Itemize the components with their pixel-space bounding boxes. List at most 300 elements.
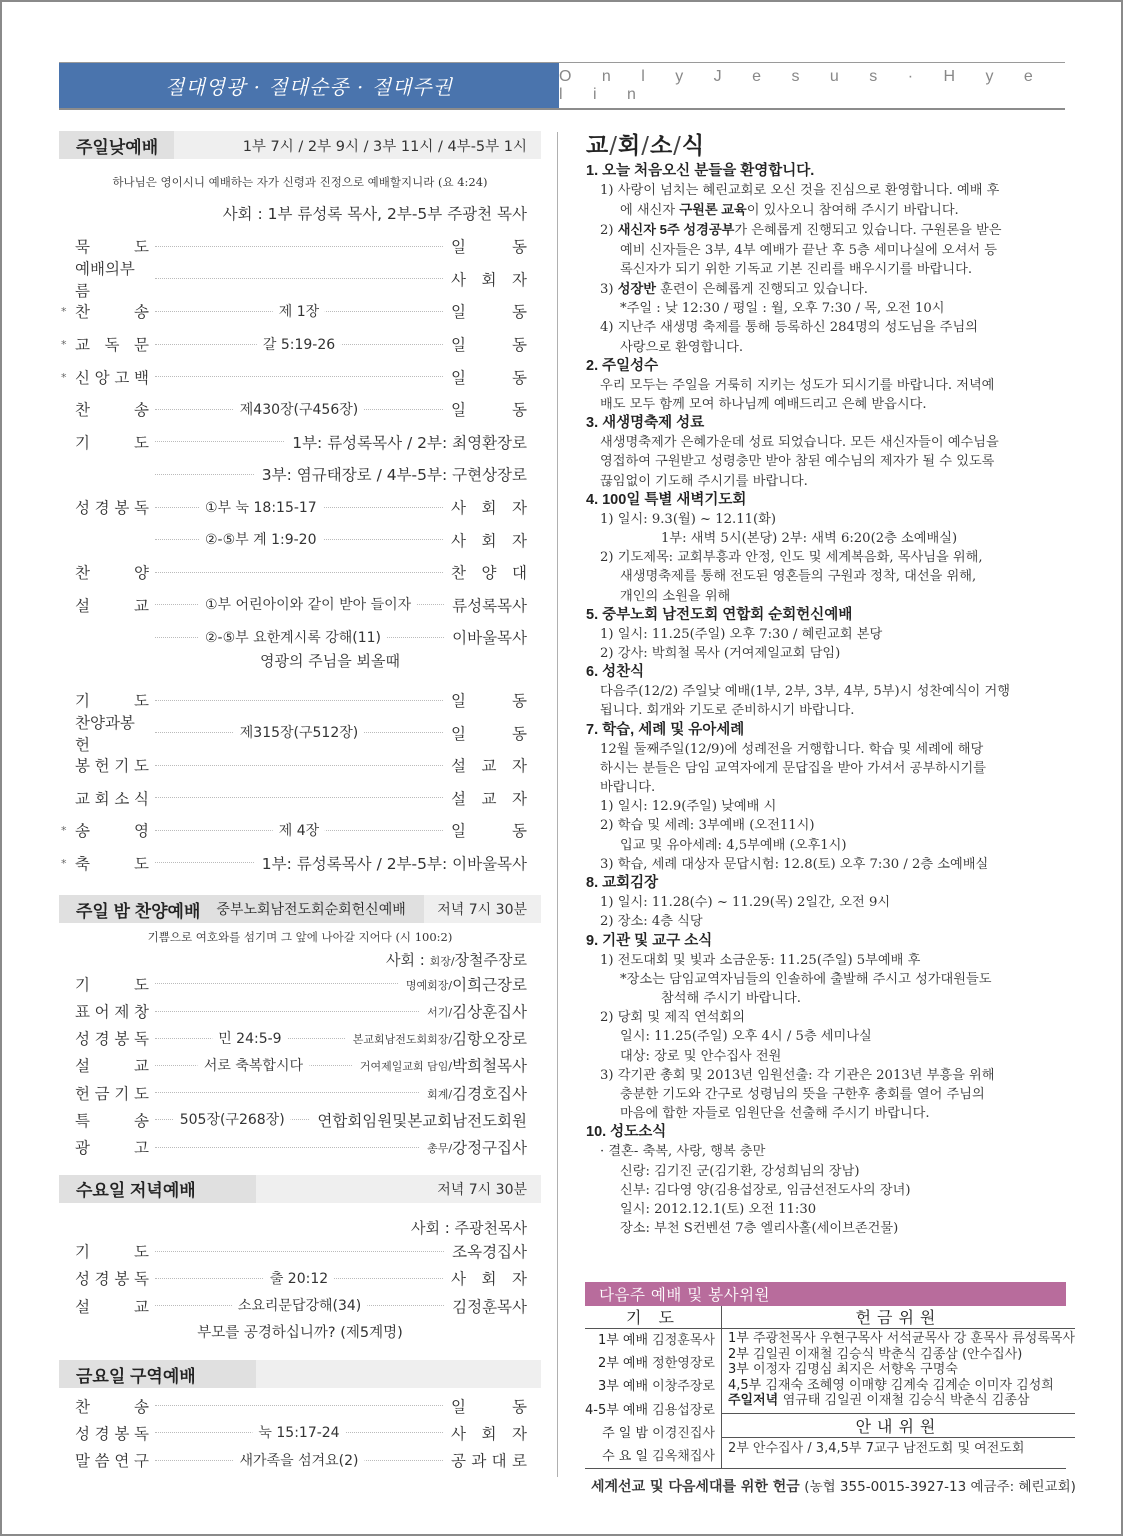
order-row [59, 1133, 541, 1160]
section-subtitle: 중부노회남전도회순회헌신예배 [216, 895, 423, 923]
news-line: 1) 일시: 11.28(수) ~ 11.29(목) 2일간, 오전 9시 [600, 895, 891, 911]
presider-line: 사회 : 1부 류성록 목사, 2부-5부 주광천 목사 [222, 205, 527, 223]
char: 자 [512, 531, 527, 550]
dotted-leader [155, 862, 254, 863]
order-leader [451, 529, 541, 551]
news-title: 교/회/소/식 [586, 133, 706, 159]
char: 봉 [114, 499, 130, 518]
char: 경 [94, 499, 110, 518]
char: 교 [481, 757, 497, 776]
char: 찬 [75, 303, 90, 322]
dotted-leader [155, 572, 443, 573]
news-line: 새생명축제를 통해 전도된 영혼들의 구원과 정착, 대선을 위해, [620, 569, 977, 585]
order-leader [451, 496, 541, 518]
scripture-verse: 기쁨으로 여호와를 섬기며 그 앞에 나아갈 지어다 (시 100:2) [147, 930, 453, 945]
char: 찬 [75, 564, 90, 583]
order-leader [451, 1395, 541, 1417]
order-leader [317, 1109, 541, 1131]
order-label [59, 689, 149, 711]
dotted-leader [155, 629, 444, 646]
news-item [586, 491, 1068, 606]
order-detail: 제430장(구456장) [234, 399, 364, 419]
order-leader [451, 754, 541, 776]
service-time: 저녁 7시 30분 [437, 902, 527, 919]
sunday-morning-header [59, 131, 541, 159]
char: 공 [451, 1452, 466, 1471]
order-leader [406, 973, 541, 995]
news-line: 사랑으로 환영합니다. [620, 339, 744, 355]
news-line: 새생명축제가 은혜가운데 성료 되었습니다. 모든 새신자들이 예수님을 [600, 435, 999, 451]
order-leader: 조옥경집사 [452, 1243, 527, 1262]
order-label [59, 973, 149, 995]
prayer-service: 2부 예배 [597, 1356, 653, 1372]
presider-name: 장철주장로 [454, 951, 527, 970]
news-line: 끊임없이 기도해 주시기를 바랍니다. [600, 473, 808, 489]
order-label [59, 300, 149, 322]
char: 찬 [451, 564, 466, 583]
dotted-leader [155, 1425, 443, 1442]
order-row [59, 1106, 541, 1133]
leader-name: 김상훈집사 [452, 1003, 527, 1022]
news-item [586, 663, 1068, 720]
order-row [59, 621, 541, 654]
dotted-leader [155, 1057, 352, 1074]
order-leader [451, 333, 541, 355]
account-detail: (농협 355-0015-3927-13 예금주: 혜린교회) [804, 1479, 1076, 1496]
char: 도 [134, 975, 149, 994]
order-label: 찬양과봉헌 [75, 713, 135, 754]
volunteer-table [585, 1306, 1075, 1469]
prayer-name: 정한영장로 [652, 1356, 715, 1372]
order-detail: ②-⑤부 요한계시록 강해(11) [199, 627, 387, 647]
dotted-leader [155, 336, 443, 353]
dotted-leader [155, 441, 284, 442]
news-line: 신랑: 김기진 군(김기환, 강성희님의 장남) [620, 1163, 860, 1179]
char: 송 [75, 822, 90, 841]
leader-name: 김경호집사 [452, 1084, 527, 1103]
news-line: 배도 모두 함께 모여 하나님께 예배드리고 은혜 받읍시다. [600, 397, 927, 413]
order-row [59, 589, 541, 622]
order-row [59, 1025, 541, 1052]
char: 일 [451, 1397, 466, 1416]
news-line: *주일 : 낮 12:30 / 평일 : 월, 오후 7:30 / 목, 오전 10시 [620, 301, 945, 317]
order-detail: ①부 눅 18:15-17 [199, 497, 323, 517]
offering-names: 주광천목사 우현구목사 서석균목사 강 훈목사 류성록목사 [752, 1331, 1075, 1346]
order-label [59, 398, 149, 420]
char: 일 [451, 692, 466, 711]
order-leader: 1부: 류성록목사 / 2부: 최영환장로 [292, 433, 527, 452]
order-leader [451, 366, 541, 388]
leader-name: 박희철목사 [452, 1057, 527, 1076]
char: 양 [134, 564, 149, 583]
char: 교 [134, 596, 149, 615]
dotted-leader [155, 765, 443, 766]
order-label [59, 1136, 149, 1158]
char: 기 [75, 692, 90, 711]
char: 독 [134, 1270, 149, 1289]
dotted-leader [155, 797, 443, 798]
news-line: *장소는 담임교역자님들의 인솔하에 출발해 주시고 성가대원들도 [620, 971, 992, 987]
dotted-leader [155, 1030, 345, 1047]
order-leader [451, 300, 541, 322]
news-line: 영접하여 구원받고 성령충만 받아 참된 예수님의 제자가 될 수 있도록 [600, 454, 995, 470]
order-row [59, 847, 541, 880]
order-row [59, 458, 541, 491]
prayer-service: 주 일 밤 [602, 1425, 653, 1441]
order-detail: 제 4장 [273, 820, 325, 840]
order-row [59, 814, 541, 847]
char: 사 [451, 1424, 466, 1443]
dotted-leader [155, 1270, 443, 1287]
asterisk-icon: * [61, 824, 67, 838]
char: 과 [471, 1452, 487, 1471]
order-row [59, 749, 541, 782]
char: 앙 [94, 368, 110, 387]
news-line: 장소: 부천 S컨벤션 7층 엘리사홀(세이브존건물) [620, 1221, 899, 1237]
order-detail: ②-⑤부 계 1:9-20 [199, 529, 323, 549]
order-detail: 눅 15:17-24 [252, 1422, 345, 1442]
order-leader [451, 235, 541, 257]
char: 영 [134, 822, 149, 841]
prayer-service: 4-5부 예배 [585, 1402, 653, 1418]
news-item-heading: 10. 성도소식 [586, 1124, 667, 1141]
order-label [59, 1295, 149, 1317]
news-line: 1) 일시: 12.9(주일) 낮예배 시 [600, 799, 777, 815]
order-label [59, 1027, 149, 1049]
order-leader [360, 1054, 541, 1076]
order-leader: 1부: 류성록목사 / 2부-5부: 이바울목사 [261, 854, 527, 873]
order-row [59, 970, 541, 997]
char: 경 [94, 1270, 110, 1289]
char: 송 [134, 1111, 149, 1130]
char: 동 [512, 1397, 527, 1416]
char: 동 [512, 336, 527, 355]
order-label [59, 431, 149, 453]
prayer-column [585, 1306, 722, 1468]
account-label: 세계선교 및 다음세대를 위한 헌금 [591, 1479, 800, 1496]
order-leader: 류성록목사 [452, 596, 527, 615]
order-leader [451, 398, 541, 420]
order-leader [451, 689, 541, 711]
dotted-leader [155, 499, 443, 516]
order-label [59, 594, 149, 616]
prayer-name: 김용섭장로 [652, 1402, 715, 1418]
char: 회 [481, 270, 497, 289]
news-item-heading: 8. 교회김장 [586, 875, 659, 892]
char: 일 [451, 368, 466, 387]
usher-header: 안내위원 [722, 1413, 1075, 1438]
news-line: 충분한 기도와 간구로 성령님의 뜻을 구한후 총회를 열어 주님의 [620, 1086, 985, 1102]
char: 설 [451, 789, 466, 808]
dotted-leader [155, 700, 443, 701]
order-row [59, 491, 541, 524]
char: 설 [75, 1057, 90, 1076]
char: 경 [94, 1030, 110, 1049]
next-week-title: 다음주 예배 및 봉사위원 [585, 1282, 1066, 1306]
section-title: 수요일 저녁예배 [59, 1175, 256, 1203]
char: 동 [512, 238, 527, 257]
order-row [59, 426, 541, 459]
char: 송 [134, 303, 149, 322]
dotted-leader [155, 474, 254, 475]
dotted-leader [155, 1092, 419, 1093]
dotted-leader [155, 376, 443, 377]
order-detail: 제 1장 [273, 301, 325, 321]
order-row [59, 1392, 541, 1419]
order-row [59, 1079, 541, 1106]
news-line: 일시: 11.25(주일) 오후 4시 / 5층 세미나실 [620, 1029, 872, 1045]
order-label: 예배의부름 [75, 259, 135, 300]
order-label [59, 754, 149, 776]
presider-label: 사회 : [385, 951, 425, 970]
char: 도 [134, 433, 149, 452]
order-label [59, 819, 149, 841]
news-line: 1) 일시: 9.3(월) ~ 12.11(화) [600, 511, 777, 527]
prayer-row [585, 1375, 721, 1398]
offering-service: 주일저녁 [727, 1393, 783, 1408]
dotted-leader [155, 1452, 443, 1469]
order-label [59, 366, 149, 388]
dotted-leader [155, 401, 443, 418]
order-leader [427, 1082, 541, 1104]
news-line: 됩니다. 회개와 기도로 준비하시기 바랍니다. [600, 703, 855, 719]
char: 자 [512, 757, 527, 776]
service-times: 1부 7시 / 2부 9시 / 3부 11시 / 4부-5부 1시 [242, 138, 527, 155]
leader-name: 연합회임원및본교회남전도회원 [317, 1111, 527, 1130]
prayer-header: 기 도 [585, 1306, 721, 1329]
offering-header: 헌금위원 [722, 1306, 1075, 1329]
order-leader [427, 1000, 541, 1022]
char: 설 [451, 757, 466, 776]
offering-service: 2부 [727, 1346, 753, 1362]
char: 설 [75, 596, 90, 615]
char: 교 [481, 789, 497, 808]
news-line: 1부: 새벽 5시(본당) 2부: 새벽 6:20(2층 소예배실) [661, 531, 958, 547]
char: 말 [75, 1452, 90, 1471]
char: 찬 [75, 1397, 90, 1416]
char: 독 [134, 1424, 149, 1443]
char: 고 [114, 368, 130, 387]
char: 동 [512, 822, 527, 841]
char: 성 [75, 1270, 90, 1289]
char: 봉 [114, 1030, 130, 1049]
news-item [586, 414, 1068, 491]
char: 기 [75, 433, 90, 452]
char: 독 [104, 336, 120, 355]
prayer-row [585, 1422, 721, 1445]
dotted-leader [155, 278, 443, 279]
char: 성 [75, 1424, 90, 1443]
order-label [59, 235, 149, 257]
order-label [59, 1109, 149, 1131]
order-leader [451, 1449, 541, 1471]
header-banner [59, 62, 1065, 110]
char: 도 [134, 757, 149, 776]
news-line: 개인의 소원을 위해 [620, 588, 731, 604]
order-detail: 출 20:12 [264, 1268, 334, 1288]
order-row [59, 259, 541, 300]
prayer-name: 김정훈목사 [652, 1333, 715, 1348]
prayer-service: 1부 예배 [597, 1333, 653, 1348]
order-label [59, 1422, 149, 1444]
order-leader [451, 1267, 541, 1289]
order-label [59, 787, 149, 809]
order-row [59, 556, 541, 589]
offering-row [722, 1393, 1075, 1409]
news-item-heading: 9. 기관 및 교구 소식 [586, 932, 713, 949]
section-title: 주일낮예배 [59, 131, 174, 159]
char: 축 [75, 854, 90, 873]
news-line: 2) 강사: 박희철 목사 (거여제일교회 담임) [600, 646, 841, 662]
char: 성 [75, 499, 90, 518]
prayer-name: 이경진집사 [652, 1425, 715, 1441]
news-line: 3) 각기관 총회 및 2013년 임원선출: 각 기관은 2013년 부흥을 위해 [600, 1067, 995, 1083]
offering-row [722, 1331, 1075, 1347]
leader-name: 강정구집사 [452, 1139, 527, 1157]
char: 송 [134, 1397, 149, 1416]
prayer-row [585, 1329, 721, 1352]
order-row [59, 1238, 541, 1265]
order-leader [451, 819, 541, 841]
dotted-leader [155, 1147, 419, 1148]
news-line: 2) 당회 및 제직 연석회의 [600, 1010, 745, 1026]
char: 도 [134, 1243, 149, 1262]
news-item-heading: 2. 주일성수 [586, 357, 659, 374]
presider-line [59, 949, 541, 970]
char: 일 [451, 336, 466, 355]
char: 자 [512, 1424, 527, 1443]
char: 대 [512, 564, 527, 583]
order-detail: 소요리문답강해(34) [232, 1295, 367, 1315]
char: 특 [75, 1111, 90, 1130]
asterisk-icon: * [61, 338, 67, 352]
char: 식 [134, 789, 149, 808]
char: 회 [481, 1270, 497, 1289]
news-item-heading: 5. 중부노회 남전도회 연합회 순회헌신예배 [586, 606, 853, 623]
offering-service: 1부 [727, 1331, 753, 1346]
char: 봉 [75, 757, 90, 776]
char: 고 [134, 1139, 149, 1157]
order-row [59, 1419, 541, 1446]
offering-service: 4,5부 [727, 1377, 766, 1393]
dotted-leader [155, 822, 443, 839]
news-item [586, 606, 1068, 663]
order-row [59, 393, 541, 426]
char: 교 [75, 336, 90, 355]
order-row [59, 523, 541, 556]
char: 도 [134, 238, 149, 257]
presider-role: 회장/ [429, 955, 455, 969]
order-row [59, 782, 541, 815]
char: 기 [75, 975, 90, 994]
offering-column [722, 1306, 1075, 1468]
order-label [59, 496, 149, 518]
news-line: 입교 및 유아세례: 4,5부예배 (오후1시) [620, 837, 847, 853]
char: 동 [512, 401, 527, 420]
news-item-heading: 4. 100일 특별 새벽기도회 [586, 491, 747, 508]
dotted-leader [155, 1405, 443, 1406]
news-line: 1) 사랑이 넘치는 혜린교회로 오신 것을 진심으로 환영합니다. 예배 후 [600, 183, 1000, 198]
dotted-leader [155, 303, 443, 320]
news-line: 1) 일시: 11.25(주일) 오후 7:30 / 혜린교회 본당 [600, 626, 883, 642]
char: 표 [75, 1003, 90, 1022]
prayer-service: 수 요 일 [602, 1448, 653, 1464]
order-leader [451, 722, 541, 744]
sunday-evening-order [59, 970, 541, 1160]
char: 도 [134, 692, 149, 711]
prayer-row [585, 1399, 721, 1422]
asterisk-icon: * [61, 305, 67, 319]
news-item-heading: 1. 오늘 처음오신 분들을 환영합니다. [586, 163, 815, 179]
church-tagline: O n l y J e s u s · H y e l i n [559, 67, 1046, 103]
news-line: 마음에 합한 자들로 임원단을 선출해 주시기 바랍니다. [620, 1106, 930, 1122]
order-label [59, 1267, 149, 1289]
char: 교 [134, 1297, 149, 1316]
char: 동 [512, 692, 527, 711]
order-row [59, 328, 541, 361]
sermon-subtitle: 영광의 주님을 뵈올때 [260, 651, 400, 670]
char: 독 [134, 1030, 149, 1049]
char: 봉 [114, 1424, 130, 1443]
order-detail: 새가족을 섬겨요(2) [234, 1450, 365, 1470]
char: 회 [481, 499, 497, 518]
order-label [59, 1082, 149, 1104]
asterisk-icon: * [61, 370, 67, 384]
char: 송 [134, 401, 149, 420]
sunday-evening-header [59, 895, 541, 923]
news-line: 대상: 장로 및 안수집사 전원 [620, 1048, 782, 1064]
dotted-leader [155, 1011, 419, 1012]
leader-role: 총무/ [427, 1142, 453, 1155]
char: 사 [451, 531, 466, 550]
offering-account [585, 1475, 1076, 1496]
scripture-verse: 하나님은 영이시니 예배하는 자가 신령과 진정으로 예배할지니라 (요 4:24) [112, 175, 488, 189]
leader-role: 명예회장/ [405, 978, 453, 992]
offering-row [722, 1378, 1075, 1394]
news-line: 록신자가 되기 위한 기독교 기본 진리를 배우시기를 바랍니다. [620, 261, 973, 277]
char: 양 [481, 564, 497, 583]
leader-role: 회계/ [427, 1087, 453, 1101]
char: 광 [75, 1139, 90, 1157]
char: 신 [75, 368, 90, 387]
char: 로 [511, 1452, 527, 1471]
news-line: 12월 둘째주일(12/9)에 성례전을 거행합니다. 학습 및 세례에 해당 [600, 741, 984, 757]
char: 제 [114, 1003, 130, 1022]
char: 사 [451, 270, 466, 289]
wednesday-order [59, 1238, 541, 1320]
church-news-column [586, 130, 1068, 1238]
char: 성 [75, 1030, 90, 1049]
char: 독 [134, 499, 149, 518]
section-title: 금요일 구역예배 [59, 1360, 256, 1388]
prayer-service: 3부 예배 [597, 1379, 653, 1395]
leader-role: 거여제일교회 담임/ [359, 1060, 453, 1074]
prayer-name: 이창주장로 [652, 1379, 715, 1395]
offering-row [722, 1362, 1075, 1378]
news-item [586, 932, 1068, 1124]
sunday-morning-order-2 [59, 684, 541, 880]
news-line: 하시는 분들은 담임 교역자에게 문답집을 받아 가셔서 공부하시기를 [600, 760, 987, 776]
char: 동 [512, 368, 527, 387]
char: 헌 [94, 757, 110, 776]
leader-name: 김항오장로 [452, 1030, 527, 1049]
dotted-leader [155, 1298, 444, 1315]
news-item-heading: 6. 성찬식 [586, 664, 645, 681]
asterisk-icon: * [61, 857, 67, 871]
order-leader [451, 787, 541, 809]
order-detail: 갈 5:19-26 [257, 334, 341, 354]
news-item [586, 1123, 1068, 1238]
